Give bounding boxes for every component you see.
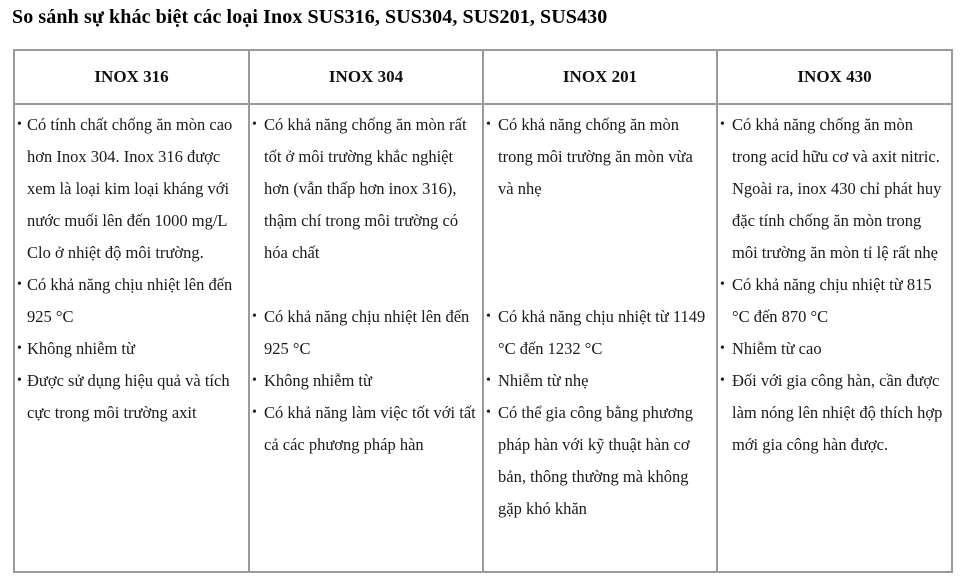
bullet-icon: • (486, 405, 491, 420)
comparison-table (13, 49, 953, 573)
list-item: • Có khả năng chống ăn mòn rất tốt ở môi trường khắc nghiệt hơn (vẫn thấp hơn inox 316), thậm chí trong môi trường có hóa chất (252, 109, 476, 301)
bullet-icon: • (720, 341, 725, 356)
bullet-icon: • (486, 373, 491, 388)
property-list (252, 109, 476, 461)
list-item: • Có khả năng chống ăn mòn trong môi trường ăn mòn vừa và nhẹ (486, 109, 710, 301)
page-title: So sánh sự khác biệt các loại Inox SUS316, SUS304, SUS201, SUS430 (12, 6, 608, 28)
cell-inox-304 (249, 104, 483, 572)
bullet-icon: • (720, 117, 725, 132)
bullet-icon: • (486, 309, 491, 324)
list-item: • Đối với gia công hàn, cần được làm nóng lên nhiệt độ thích hợp mới gia công hàn được. (720, 365, 945, 461)
cell-inox-201 (483, 104, 717, 572)
header-inox-304: INOX 304 (249, 50, 483, 104)
list-item: • Được sử dụng hiệu quả và tích cực trong môi trường axit (17, 365, 242, 429)
list-item: • Có tính chất chống ăn mòn cao hơn Inox 304. Inox 316 được xem là loại kim loại kháng với nước muối lên đến 1000 mg/L Clo ở nhiệt độ môi trường. (17, 109, 242, 269)
header-inox-201: INOX 201 (483, 50, 717, 104)
property-list (486, 109, 710, 525)
bullet-icon: • (17, 117, 22, 132)
bullet-icon: • (252, 117, 257, 132)
list-item: • Có khả năng làm việc tốt với tất cả các phương pháp hàn (252, 397, 476, 461)
bullet-icon: • (720, 373, 725, 388)
bullet-icon: • (252, 309, 257, 324)
cell-inox-316 (14, 104, 249, 572)
bullet-icon: • (252, 405, 257, 420)
list-item: • Không nhiễm từ (252, 365, 476, 397)
header-row (14, 50, 952, 104)
list-item: • Nhiễm từ nhẹ (486, 365, 710, 397)
property-list (720, 109, 945, 461)
property-list (17, 109, 242, 429)
table-row (14, 104, 952, 572)
list-item: • Có khả năng chịu nhiệt lên đến 925 °C (17, 269, 242, 333)
bullet-icon: • (252, 373, 257, 388)
bullet-icon: • (17, 341, 22, 356)
header-inox-430: INOX 430 (717, 50, 952, 104)
list-item: • Có thể gia công bằng phương pháp hàn với kỹ thuật hàn cơ bản, thông thường mà không gặp khó khăn (486, 397, 710, 525)
bullet-icon: • (17, 373, 22, 388)
bullet-icon: • (486, 117, 491, 132)
bullet-icon: • (17, 277, 22, 292)
list-item: • Có khả năng chịu nhiệt từ 1149 °C đến 1232 °C (486, 301, 710, 365)
list-item: • Không nhiễm từ (17, 333, 242, 365)
list-item: • Có khả năng chống ăn mòn trong acid hữu cơ và axit nitric. Ngoài ra, inox 430 chỉ phát huy đặc tính chống ăn mòn trong môi trường ăn mòn tỉ lệ rất nhẹ (720, 109, 945, 269)
list-item: • Nhiễm từ cao (720, 333, 945, 365)
bullet-icon: • (720, 277, 725, 292)
list-item: • Có khả năng chịu nhiệt từ 815 °C đến 870 °C (720, 269, 945, 333)
cell-inox-430 (717, 104, 952, 572)
list-item: • Có khả năng chịu nhiệt lên đến 925 °C (252, 301, 476, 365)
header-inox-316: INOX 316 (14, 50, 249, 104)
